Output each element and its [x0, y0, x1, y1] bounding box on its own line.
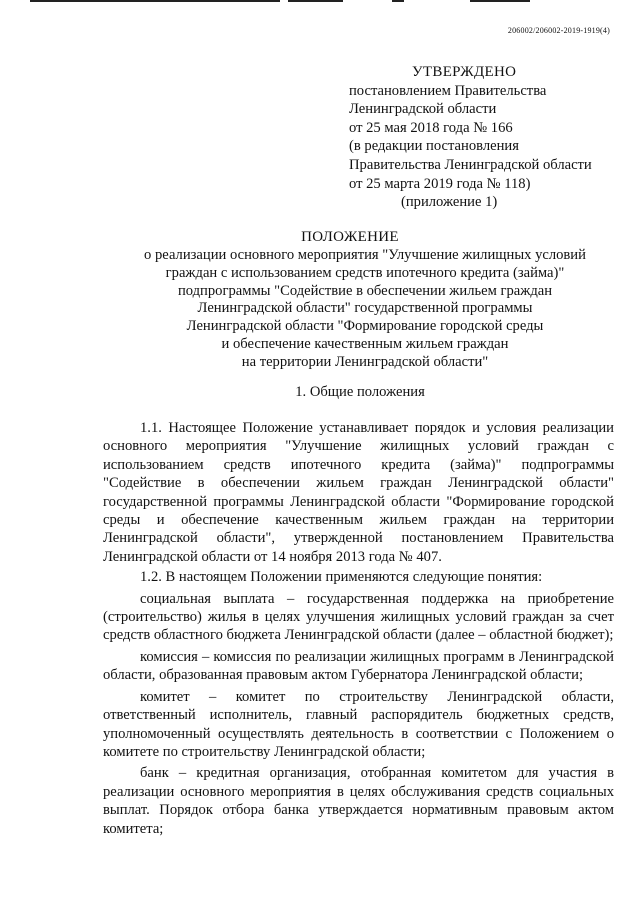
approval-line: постановлением Правительства: [349, 82, 547, 99]
paragraph-1-2: 1.2. В настоящем Положении применяются следующие понятия:: [140, 569, 543, 586]
scan-edge-line: [30, 0, 280, 2]
section-heading: 1. Общие положения: [295, 384, 425, 400]
document-title: ПОЛОЖЕНИЕ: [301, 229, 399, 245]
approval-line: Правительства Ленинградской области: [349, 156, 592, 173]
definition-committee: комитет – комитет по строительству Ленинградской области, ответственный исполнитель, главный распорядитель бюджетных средств, уполномоченный осуществлять деятельность в соответствии с Положением о комитете по строительству Ленинградской области;: [103, 688, 614, 760]
subject-line: Ленинградской области" государственной программы: [197, 300, 533, 317]
subject-line: Ленинградской области "Формирование городской среды: [186, 318, 544, 335]
paragraph-1-1: 1.1. Настоящее Положение устанавливает порядок и условия реализации основного мероприятия "Улучшение жилищных условий граждан с использованием средств ипотечного кредита (займа)" подпрограммы "Содействие в обеспечении жильем граждан Ленинградской области" государственной программы Ленинградской области "Формирование городской среды и обеспечение качественным жильем граждан на территории Ленинградской области", утвержденной постановлением Правительства Ленинградской области от 14 ноября 2013 года № 407.: [103, 420, 614, 565]
document-body: [103, 419, 614, 840]
definition-commission: комиссия – комиссия по реализации жилищных программ в Ленинградской области, образованная правовым актом Губернатора Ленинградской области;: [103, 648, 614, 684]
subject-line: и обеспечение качественным жильем граждан: [221, 335, 509, 352]
subject-line: подпрограммы "Содействие в обеспечении жильем граждан: [177, 282, 553, 299]
approval-line: Ленинградской области: [349, 101, 497, 118]
document-number: 206002/206002-2019-1919(4): [507, 26, 610, 35]
subject-line: на территории Ленинградской области": [241, 353, 489, 370]
document-subject: [115, 247, 615, 372]
approval-line: (в редакции постановления: [349, 138, 519, 155]
subject-line: граждан с использованием средств ипотечного кредита (займа)": [165, 264, 565, 281]
scan-edge-line: [392, 0, 404, 2]
subject-line: о реализации основного мероприятия "Улучшение жилищных условий: [144, 247, 586, 263]
scan-edge-line: [288, 0, 343, 2]
approval-line: от 25 марта 2019 года № 118): [349, 175, 531, 192]
definition-bank: банк – кредитная организация, отобранная комитетом для участия в реализации основного мероприятия в целях обслуживания средств социальных выплат. Порядок отбора банка утверждается нормативным правовым актом комитета;: [103, 765, 614, 837]
definition-social-payment: социальная выплата – государственная поддержка на приобретение (строительство) жилья в целях улучшения жилищных условий граждан за счет средств областного бюджета Ленинградской области (далее – областной бюджет);: [103, 590, 614, 644]
approval-block: [349, 63, 619, 212]
approval-appendix: (приложение 1): [401, 194, 498, 211]
scan-edge-line: [470, 0, 530, 2]
approval-heading: УТВЕРЖДЕНО: [412, 64, 517, 80]
approval-line: от 25 мая 2018 года № 166: [349, 119, 513, 136]
